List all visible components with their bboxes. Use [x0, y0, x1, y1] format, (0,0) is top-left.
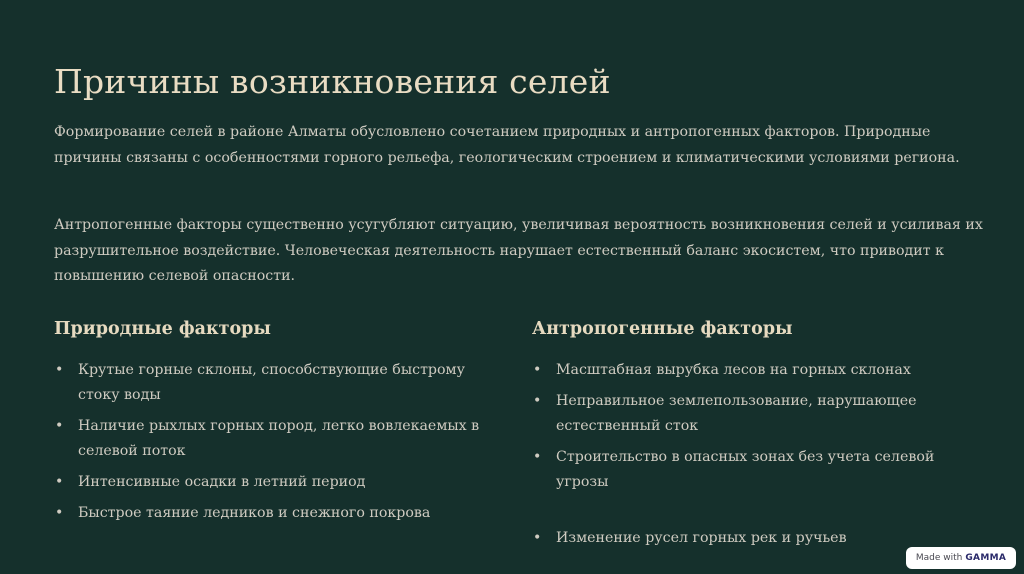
anthropogenic-factors-column: [532, 319, 982, 557]
bullet: •: [55, 474, 64, 490]
list-item: [532, 445, 982, 495]
gamma-logo-text: GAMMA: [965, 553, 1007, 563]
list-item-text: Масштабная вырубка лесов на горных склонах: [556, 362, 911, 378]
list-item-text: Изменение русел горных рек и ручьев: [556, 530, 847, 546]
anthropogenic-factors-heading: Антропогенные факторы: [532, 319, 793, 339]
list-item-text: Наличие рыхлых горных пород, легко вовлекаемых в селевой поток: [78, 418, 480, 459]
bullet: •: [55, 505, 64, 521]
intro-paragraph: Формирование селей в районе Алматы обусловлено сочетанием природных и антропогенных факторов. Природные причины связаны с особенностями горного рельефа, геологическим строением и климатическими условиями региона.: [54, 124, 960, 166]
made-with-gamma-badge[interactable]: [906, 547, 1016, 569]
bullet: •: [533, 449, 542, 465]
spacer: [532, 501, 982, 526]
list-item-text: Быстрое таяние ледников и снежного покрова: [78, 505, 431, 521]
natural-factors-column: [54, 319, 504, 532]
list-item: [532, 358, 982, 383]
list-item-text: Интенсивные осадки в летний период: [78, 474, 366, 490]
bullet: •: [55, 418, 64, 434]
slide-title: Причины возникновения селей: [54, 62, 611, 102]
list-item: [532, 389, 982, 439]
bullet: •: [55, 362, 64, 378]
list-item: [54, 414, 504, 464]
bullet: •: [533, 362, 542, 378]
list-item-text: Неправильное землепользование, нарушающее естественный сток: [556, 393, 917, 434]
natural-factors-heading: Природные факторы: [54, 319, 271, 339]
list-item: [54, 358, 504, 408]
anthropogenic-paragraph: Антропогенные факторы существенно усугубляют ситуацию, увеличивая вероятность возникновения селей и усиливая их разрушительное воздействие. Человеческая деятельность нарушает естественный баланс экосистем, что приводит к повышению селевой опасности.: [54, 217, 983, 284]
list-item: [54, 470, 504, 495]
badge-prefix: Made with: [915, 553, 963, 563]
list-item-text: Строительство в опасных зонах без учета селевой угрозы: [556, 449, 935, 490]
list-item-text: Крутые горные склоны, способствующие быстрому стоку воды: [78, 362, 465, 403]
bullet: •: [533, 530, 542, 546]
bullet: •: [533, 393, 542, 409]
list-item: [54, 501, 504, 526]
